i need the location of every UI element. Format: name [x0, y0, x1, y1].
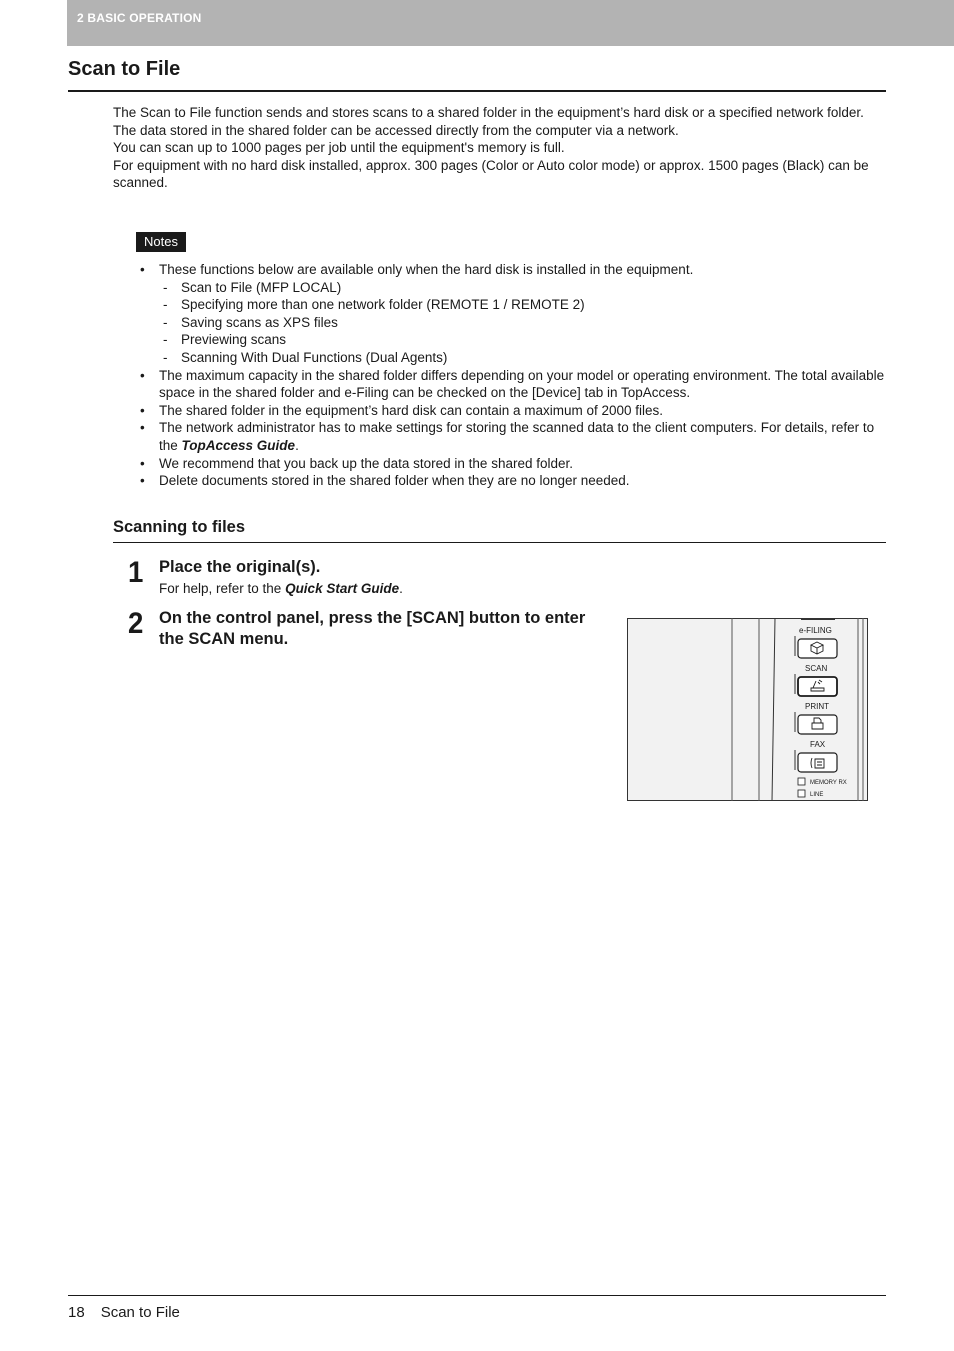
- section-heading: Scanning to files: [113, 518, 246, 536]
- note-sub-text: Scanning With Dual Functions (Dual Agents): [181, 349, 448, 365]
- step-help: [159, 580, 403, 597]
- note-sub-item: [159, 331, 886, 349]
- note-item: [136, 367, 886, 402]
- note-item: [136, 402, 886, 420]
- note-text: The network administrator has to make settings for storing the scanned data to the client computers. For details, refer to the: [159, 420, 875, 453]
- step-help-end: .: [399, 581, 403, 596]
- bullet-icon: •: [140, 473, 145, 489]
- panel-button-label: e-FILING: [799, 626, 832, 635]
- title-divider: [68, 90, 886, 92]
- dash-icon: -: [163, 332, 168, 348]
- guide-reference: TopAccess Guide: [181, 437, 296, 453]
- bullet-icon: •: [140, 402, 145, 418]
- panel-button-label: PRINT: [805, 702, 829, 711]
- note-item: [136, 419, 886, 454]
- page-number: 18: [68, 1304, 85, 1321]
- efiling-button: [795, 626, 837, 658]
- line-indicator: [798, 790, 823, 798]
- indicator-label: MEMORY RX: [810, 780, 847, 786]
- memory-rx-indicator: [798, 778, 847, 786]
- note-sub-text: Scan to File (MFP LOCAL): [181, 279, 342, 295]
- indicator-label: LINE: [810, 792, 824, 798]
- footer-title: Scan to File: [100, 1304, 180, 1321]
- note-sub-list: [159, 279, 886, 367]
- section-divider: [113, 542, 886, 543]
- bullet-icon: •: [140, 455, 145, 471]
- panel-button-label: FAX: [810, 740, 826, 749]
- control-panel-illustration: [627, 618, 868, 801]
- step-title: Place the original(s).: [159, 558, 321, 576]
- note-item: [136, 261, 886, 367]
- note-item: [136, 455, 886, 473]
- notes-label: Notes: [136, 232, 186, 252]
- dash-icon: -: [163, 297, 168, 313]
- note-text: The maximum capacity in the shared folder differs depending on your model or operating environment. The total available space in the shared folder and e-Filing can be checked on the [Device] tab in TopAccess.: [159, 367, 885, 401]
- bullet-icon: •: [140, 367, 145, 383]
- dash-icon: -: [163, 279, 168, 295]
- intro-paragraph: For equipment with no hard disk installed, approx. 300 pages (Color or Auto color mode) or approx. 1500 pages (Black) can be scanned.: [113, 157, 869, 191]
- note-text: We recommend that you back up the data stored in the shared folder.: [159, 455, 573, 471]
- intro-text: [113, 104, 886, 192]
- page-title: Scan to File: [68, 58, 181, 80]
- intro-paragraph: The Scan to File function sends and stores scans to a shared folder in the equipment’s hard disk or a specified network folder. The data stored in the shared folder can be accessed directly from the computer via a network.: [113, 105, 864, 138]
- chapter-label: 2 BASIC OPERATION: [77, 11, 202, 25]
- note-sub-text: Saving scans as XPS files: [181, 314, 338, 330]
- notes-list: [136, 261, 886, 490]
- step-number: 1: [128, 556, 144, 589]
- bullet-icon: •: [140, 420, 145, 436]
- guide-reference: Quick Start Guide: [285, 581, 400, 596]
- chapter-header-bar: [67, 0, 954, 46]
- note-text: These functions below are available only when the hard disk is installed in the equipment.: [159, 262, 694, 277]
- note-text-end: .: [295, 437, 299, 453]
- intro-paragraph: You can scan up to 1000 pages per job until the equipment's memory is full.: [113, 140, 565, 156]
- panel-button-label: SCAN: [805, 664, 828, 673]
- note-text: The shared folder in the equipment’s hard disk can contain a maximum of 2000 files.: [159, 402, 664, 418]
- note-sub-item: [159, 279, 886, 297]
- step-help-text: For help, refer to the: [159, 581, 286, 596]
- dash-icon: -: [163, 314, 168, 330]
- step-number: 2: [128, 607, 144, 640]
- note-item: [136, 472, 886, 490]
- bullet-icon: •: [140, 262, 145, 277]
- footer-divider: [68, 1295, 886, 1296]
- note-sub-text: Previewing scans: [181, 332, 287, 348]
- note-sub-item: [159, 296, 886, 314]
- note-sub-item: [159, 349, 886, 367]
- note-text: Delete documents stored in the shared folder when they are no longer needed.: [159, 473, 630, 489]
- page-footer: [68, 1304, 180, 1321]
- step-title: On the control panel, press the [SCAN] button to enter the SCAN menu.: [159, 609, 586, 648]
- note-sub-text: Specifying more than one network folder (REMOTE 1 / REMOTE 2): [181, 297, 585, 313]
- dash-icon: -: [163, 349, 168, 365]
- note-sub-item: [159, 314, 886, 332]
